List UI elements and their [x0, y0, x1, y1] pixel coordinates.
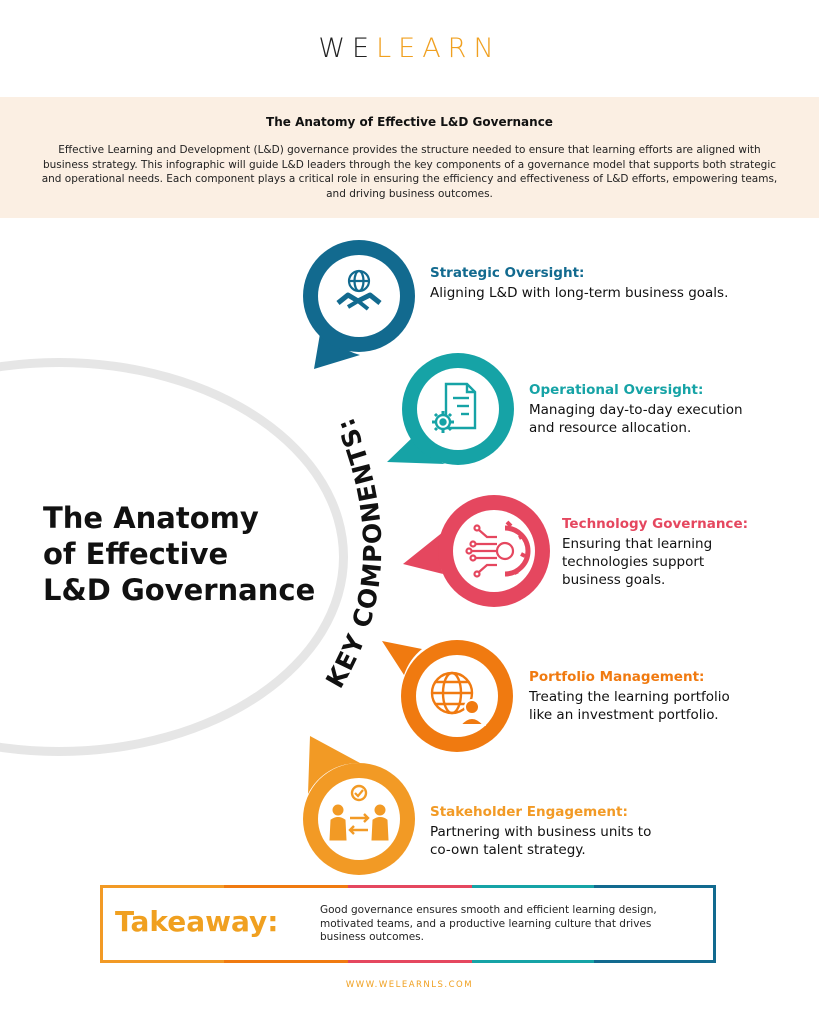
- border-segment: [100, 960, 224, 963]
- desc-line: and resource allocation.: [529, 420, 692, 436]
- intro-title: The Anatomy of Effective L&D Governance: [266, 115, 553, 129]
- desc-line: like an investment portfolio.: [529, 707, 719, 723]
- takeaway-text: Good governance ensures smooth and efficient learning design, motivated teams, and a productive learning culture that drives business outcomes.: [320, 904, 657, 943]
- border-segment: [100, 885, 224, 888]
- main-title-line: L&D Governance: [43, 573, 316, 607]
- technology-governance-desc: [562, 535, 712, 589]
- desc-line: Managing day-to-day execution: [529, 402, 743, 418]
- main-title-line: The Anatomy: [43, 501, 259, 535]
- desc-line: Treating the learning portfolio: [529, 689, 730, 705]
- takeaway-label: Takeaway:: [115, 905, 279, 938]
- strategic-oversight-title: Strategic Oversight:: [430, 265, 585, 281]
- logo-we: WE: [318, 33, 377, 64]
- operational-oversight-desc: [529, 401, 743, 437]
- svg-text:KEY COMPONENTS:: [320, 413, 387, 693]
- border-segment: [224, 885, 348, 888]
- border-segment: [100, 885, 103, 963]
- border-segment: [594, 885, 716, 888]
- operational-oversight-bubble: [399, 350, 517, 468]
- takeaway-box: [100, 885, 716, 963]
- strategic-oversight-desc: [430, 284, 728, 302]
- desc-line: Partnering with business units to: [430, 824, 652, 840]
- portfolio-management-title: Portfolio Management:: [529, 669, 705, 685]
- border-segment: [472, 960, 594, 963]
- operational-oversight-title: Operational Oversight:: [529, 382, 704, 398]
- portfolio-management-desc: [529, 688, 730, 724]
- key-components-label: KEY COMPONENTS:: [320, 413, 388, 694]
- border-segment: [348, 885, 472, 888]
- desc-line: Ensuring that learning: [562, 536, 713, 552]
- intro-text: Effective Learning and Development (L&D) governance provides the structure needed to ensure that learning efforts are aligned with business strategy. This infographic will guide L&D leaders through the key components of a governance model that supports both strategic and operational needs. Each component plays a critical role in ensuring the efficiency and effectiveness of L&D efforts, empowering teams, and driving business outcomes.: [41, 144, 778, 200]
- stakeholder-engagement-title: Stakeholder Engagement:: [430, 804, 628, 820]
- border-segment: [594, 960, 716, 963]
- footer-url[interactable]: WWW.WELEARNLS.COM: [345, 980, 474, 990]
- border-segment: [472, 885, 594, 888]
- border-segment: [348, 960, 472, 963]
- stakeholder-engagement-desc: [430, 823, 651, 859]
- desc-line: business goals.: [562, 572, 666, 588]
- desc-line: technologies support: [562, 554, 705, 570]
- strategic-oversight-bubble: [300, 237, 418, 355]
- desc-line: co-own talent strategy.: [430, 842, 586, 858]
- logo-learn: LEARN: [376, 33, 501, 64]
- border-segment: [224, 960, 348, 963]
- technology-governance-title: Technology Governance:: [562, 516, 748, 532]
- desc-line: Aligning L&D with long-term business goals.: [430, 285, 729, 301]
- border-segment: [713, 885, 716, 963]
- main-title-line: of Effective: [43, 537, 229, 571]
- portfolio-management-bubble: [398, 637, 516, 755]
- stakeholder-engagement-bubble: [300, 760, 418, 878]
- technology-governance-bubble: [435, 492, 553, 610]
